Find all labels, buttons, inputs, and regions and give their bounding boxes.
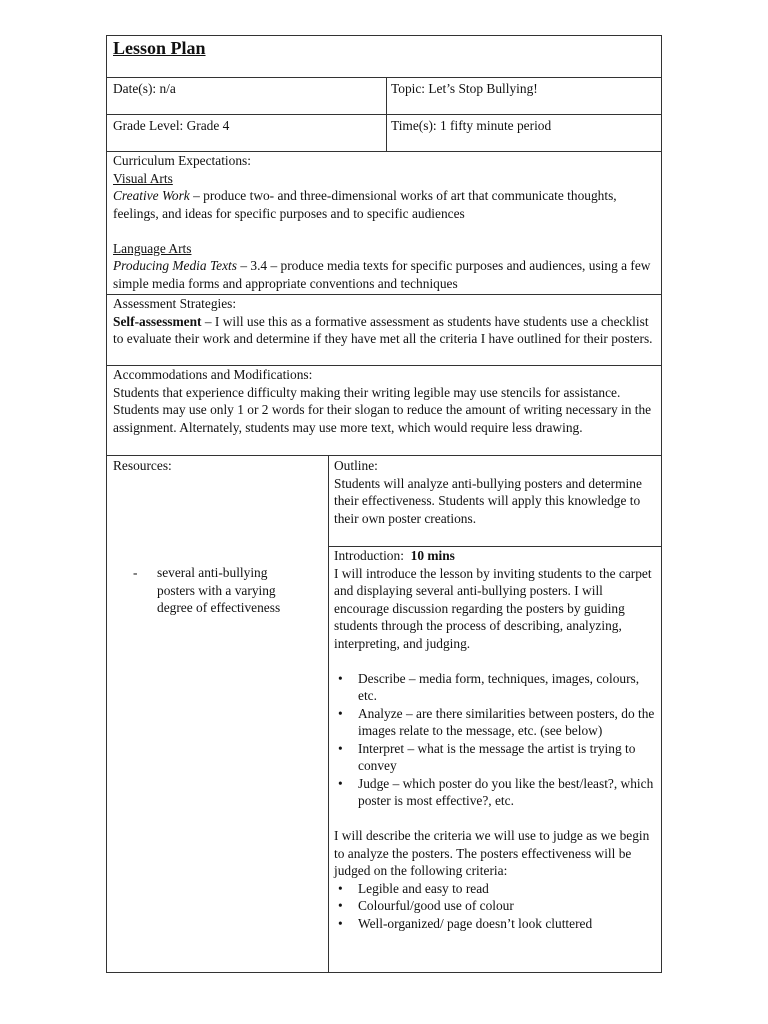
lesson-plan-table xyxy=(106,35,662,973)
visual-arts-label: Visual Arts xyxy=(113,170,173,186)
grade-level-value: Grade Level: Grade 4 xyxy=(113,118,230,133)
dates-value: Date(s): n/a xyxy=(113,81,176,96)
outline-text: Students will analyze anti-bullying posters and determine their effectiveness. Students will apply this knowledge to their own poster creations. xyxy=(334,475,642,526)
assessment-text: – I will use this as a formative assessment as students have students use a checklist to evaluate their work and determine if they have met all the criteria I have outlined for their posters. xyxy=(113,313,653,346)
visual-arts-text: – produce two- and three-dimensional works of art that communicate thoughts, feelings, and ideas for specific purposes and to specific audiences xyxy=(113,188,617,221)
introduction-heading-line xyxy=(334,547,656,565)
list-item: • Interpret – what is the message the artist is trying to convey xyxy=(334,740,656,775)
introduction-paragraph-2: I will describe the criteria we will use to judge as we begin to analyze the posters. The posters effectiveness will be judged on the following criteria: xyxy=(334,828,650,878)
list-item: • Judge – which poster do you like the best/least?, which poster is most effective?, etc. xyxy=(334,775,656,810)
introduction-duration: 10 mins xyxy=(410,548,455,563)
resource-item: - several anti-bullying posters with a varying degree of effectiveness xyxy=(133,564,299,617)
visual-arts-expectation xyxy=(113,187,655,222)
list-item: • Well-organized/ page doesn’t look cluttered xyxy=(334,915,656,933)
row-divider xyxy=(107,455,661,456)
accommodations-heading: Accommodations and Modifications: xyxy=(113,367,313,382)
list-item: • Legible and easy to read xyxy=(334,880,656,898)
grade-level-cell xyxy=(113,117,381,135)
topic-cell xyxy=(391,80,657,98)
list-item: • Describe – media form, techniques, images, colours, etc. xyxy=(334,670,656,705)
language-arts-label: Language Arts xyxy=(113,240,192,256)
page-title: Lesson Plan xyxy=(113,38,206,58)
column-divider xyxy=(386,77,387,151)
curriculum-heading: Curriculum Expectations: xyxy=(113,153,251,168)
accommodations-section xyxy=(113,366,655,436)
row-divider xyxy=(107,114,661,115)
row-divider xyxy=(107,77,661,78)
times-value: Time(s): 1 fifty minute period xyxy=(391,118,552,133)
resources-heading: Resources: xyxy=(113,458,172,473)
introduction-paragraph-1: I will introduce the lesson by inviting students to the carpet and displaying several anti-bullying posters. I will encourage discussion regarding the posters by guiding students through the process of describing, analyzing, interpreting, and judging. xyxy=(334,565,652,651)
list-item: • Colourful/good use of colour xyxy=(334,897,656,915)
language-arts-expectation xyxy=(113,257,655,292)
introduction-heading: Introduction: xyxy=(334,548,404,563)
assessment-section xyxy=(113,295,655,348)
times-cell xyxy=(391,117,657,135)
introduction-section xyxy=(334,547,656,932)
introduction-steps xyxy=(334,670,656,810)
resources-list xyxy=(133,564,299,617)
resources-list-cell xyxy=(133,564,299,617)
visual-arts-lead: Creative Work xyxy=(113,188,190,203)
dates-cell xyxy=(113,80,381,98)
column-divider xyxy=(328,455,329,972)
language-arts-text: – 3.4 – produce media texts for specific purposes and audiences, using a few simple media forms and appropriate conventions and techniques xyxy=(113,258,651,291)
assessment-body xyxy=(113,313,655,348)
language-arts-lead: Producing Media Texts xyxy=(113,258,237,273)
topic-value: Topic: Let’s Stop Bullying! xyxy=(391,81,538,96)
outline-section xyxy=(334,457,654,527)
curriculum-section xyxy=(113,152,655,292)
list-item: • Analyze – are there similarities between posters, do the images relate to the message, etc. (see below) xyxy=(334,705,656,740)
resources-heading-cell xyxy=(113,457,325,475)
assessment-heading: Assessment Strategies: xyxy=(113,296,237,311)
page-title-cell xyxy=(113,40,653,59)
outline-heading: Outline: xyxy=(334,458,378,473)
criteria-list xyxy=(334,880,656,933)
accommodations-text: Students that experience difficulty making their writing legible may use stencils for assistance. Students may use only 1 or 2 words for their slogan to reduce the amount of writing necessary in the assignment. Alternately, students may use more text, which would require less drawing. xyxy=(113,384,652,435)
assessment-lead: Self-assessment xyxy=(113,313,202,329)
